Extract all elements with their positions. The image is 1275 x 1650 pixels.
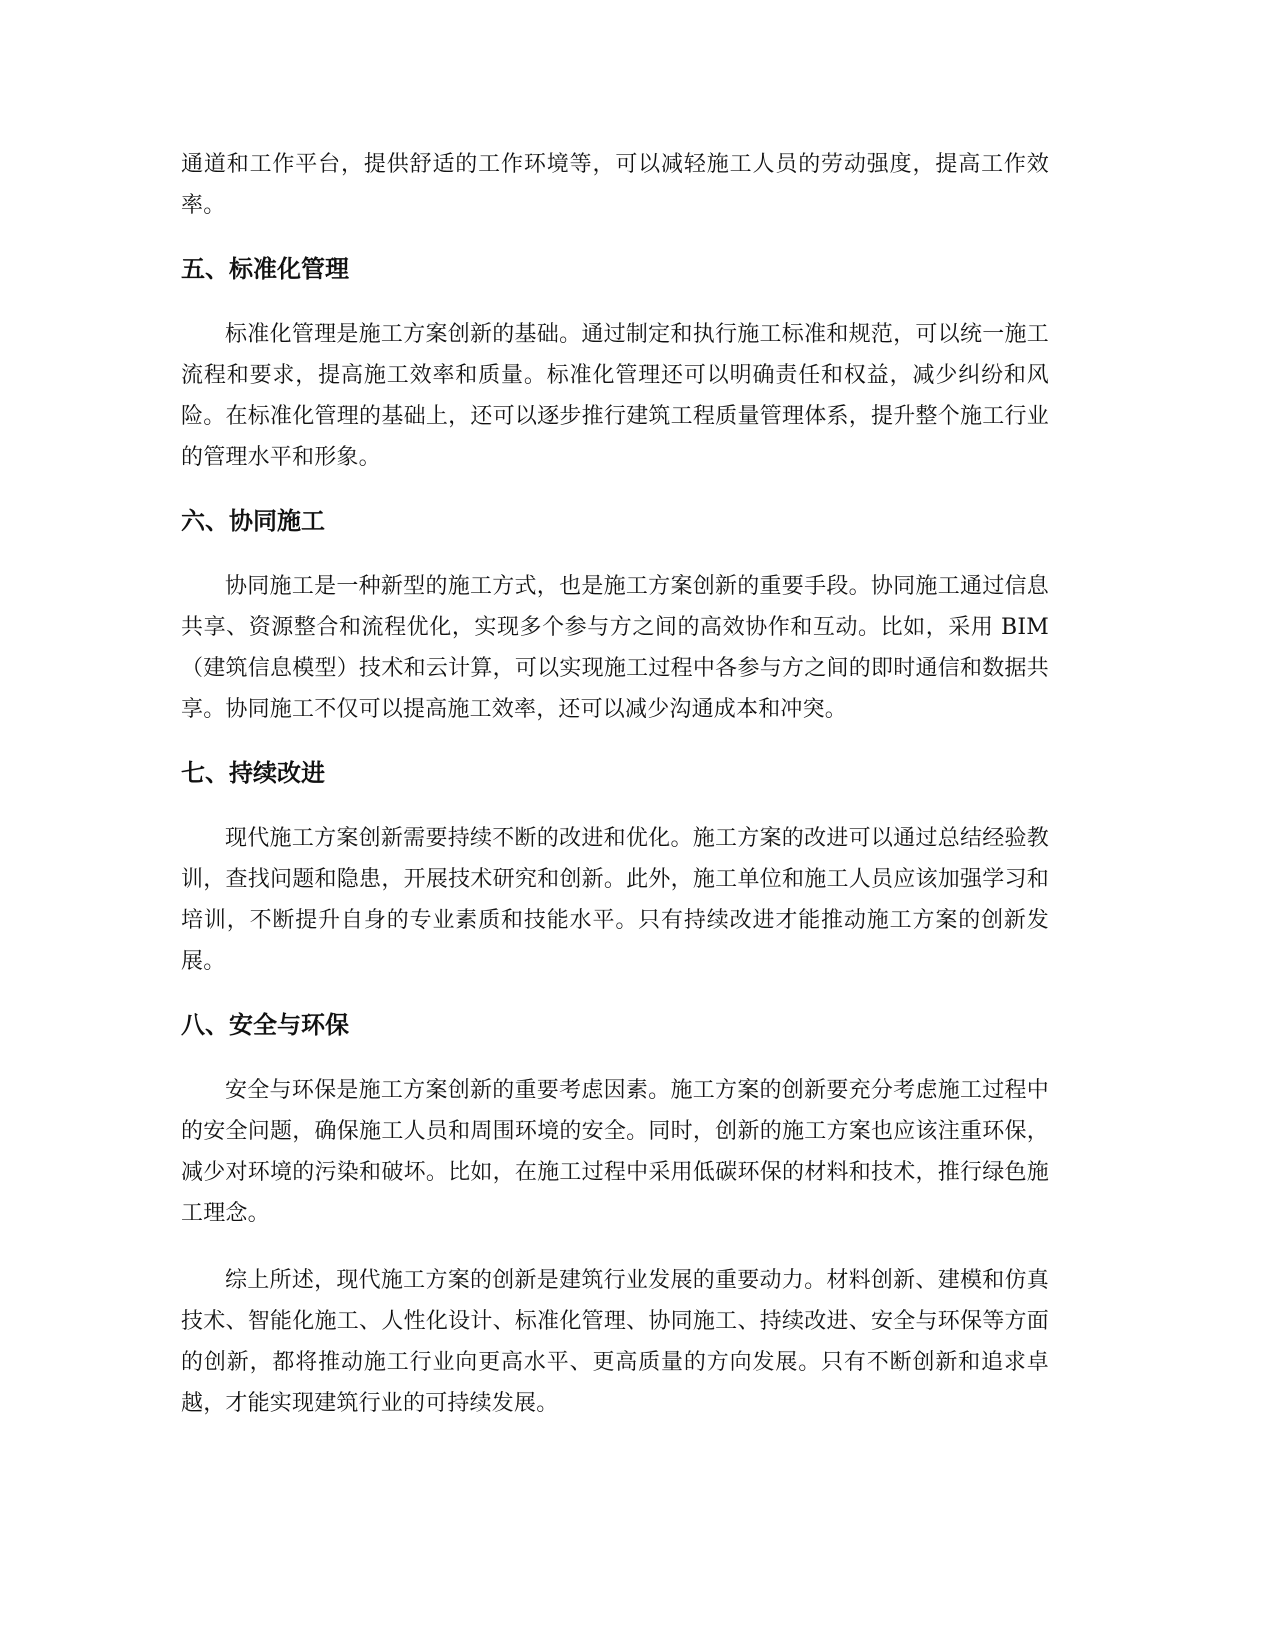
section-paragraph-standardization: 标准化管理是施工方案创新的基础。通过制定和执行施工标准和规范，可以统一施工流程和要求，提高施工效率和质量。标准化管理还可以明确责任和权益，减少纠纷和风险。在标准化管理的基础上，还可以逐步推行建筑工程质量管理体系，提升整个施工行业的管理水平和形象。 [181,322,1049,470]
section-heading-safety-environment: 八、安全与环保 [181,1011,349,1039]
section-paragraph-continuous-improvement: 现代施工方案创新需要持续不断的改进和优化。施工方案的改进可以通过总结经验教训，查找问题和隐患，开展技术研究和创新。此外，施工单位和施工人员应该加强学习和培训，不断提升自身的专业素质和技能水平。只有持续改进才能推动施工方案的创新发展。 [181,826,1049,974]
document-body [181,144,1049,1424]
continuation-paragraph: 通道和工作平台，提供舒适的工作环境等，可以减轻施工人员的劳动强度，提高工作效率。 [181,152,1049,218]
section-paragraph-collaboration: 协同施工是一种新型的施工方式，也是施工方案创新的重要手段。协同施工通过信息共享、资源整合和流程优化，实现多个参与方之间的高效协作和互动。比如，采用 BIM（建筑信息模型）技术和云计算，可以实现施工过程中各参与方之间的即时通信和数据共享。协同施工不仅可以提高施工效率，还可以减少沟通成本和冲突。 [181,574,1049,722]
section-paragraph-safety-environment: 安全与环保是施工方案创新的重要考虑因素。施工方案的创新要充分考虑施工过程中的安全问题，确保施工人员和周围环境的安全。同时，创新的施工方案也应该注重环保，减少对环境的污染和破坏。比如，在施工过程中采用低碳环保的材料和技术，推行绿色施工理念。 [181,1078,1049,1226]
section-heading-standardization: 五、标准化管理 [181,255,349,283]
conclusion-paragraph: 综上所述，现代施工方案的创新是建筑行业发展的重要动力。材料创新、建模和仿真技术、智能化施工、人性化设计、标准化管理、协同施工、持续改进、安全与环保等方面的创新，都将推动施工行业向更高水平、更高质量的方向发展。只有不断创新和追求卓越，才能实现建筑行业的可持续发展。 [181,1268,1049,1416]
section-heading-collaboration: 六、协同施工 [181,507,325,535]
section-heading-continuous-improvement: 七、持续改进 [181,759,325,787]
